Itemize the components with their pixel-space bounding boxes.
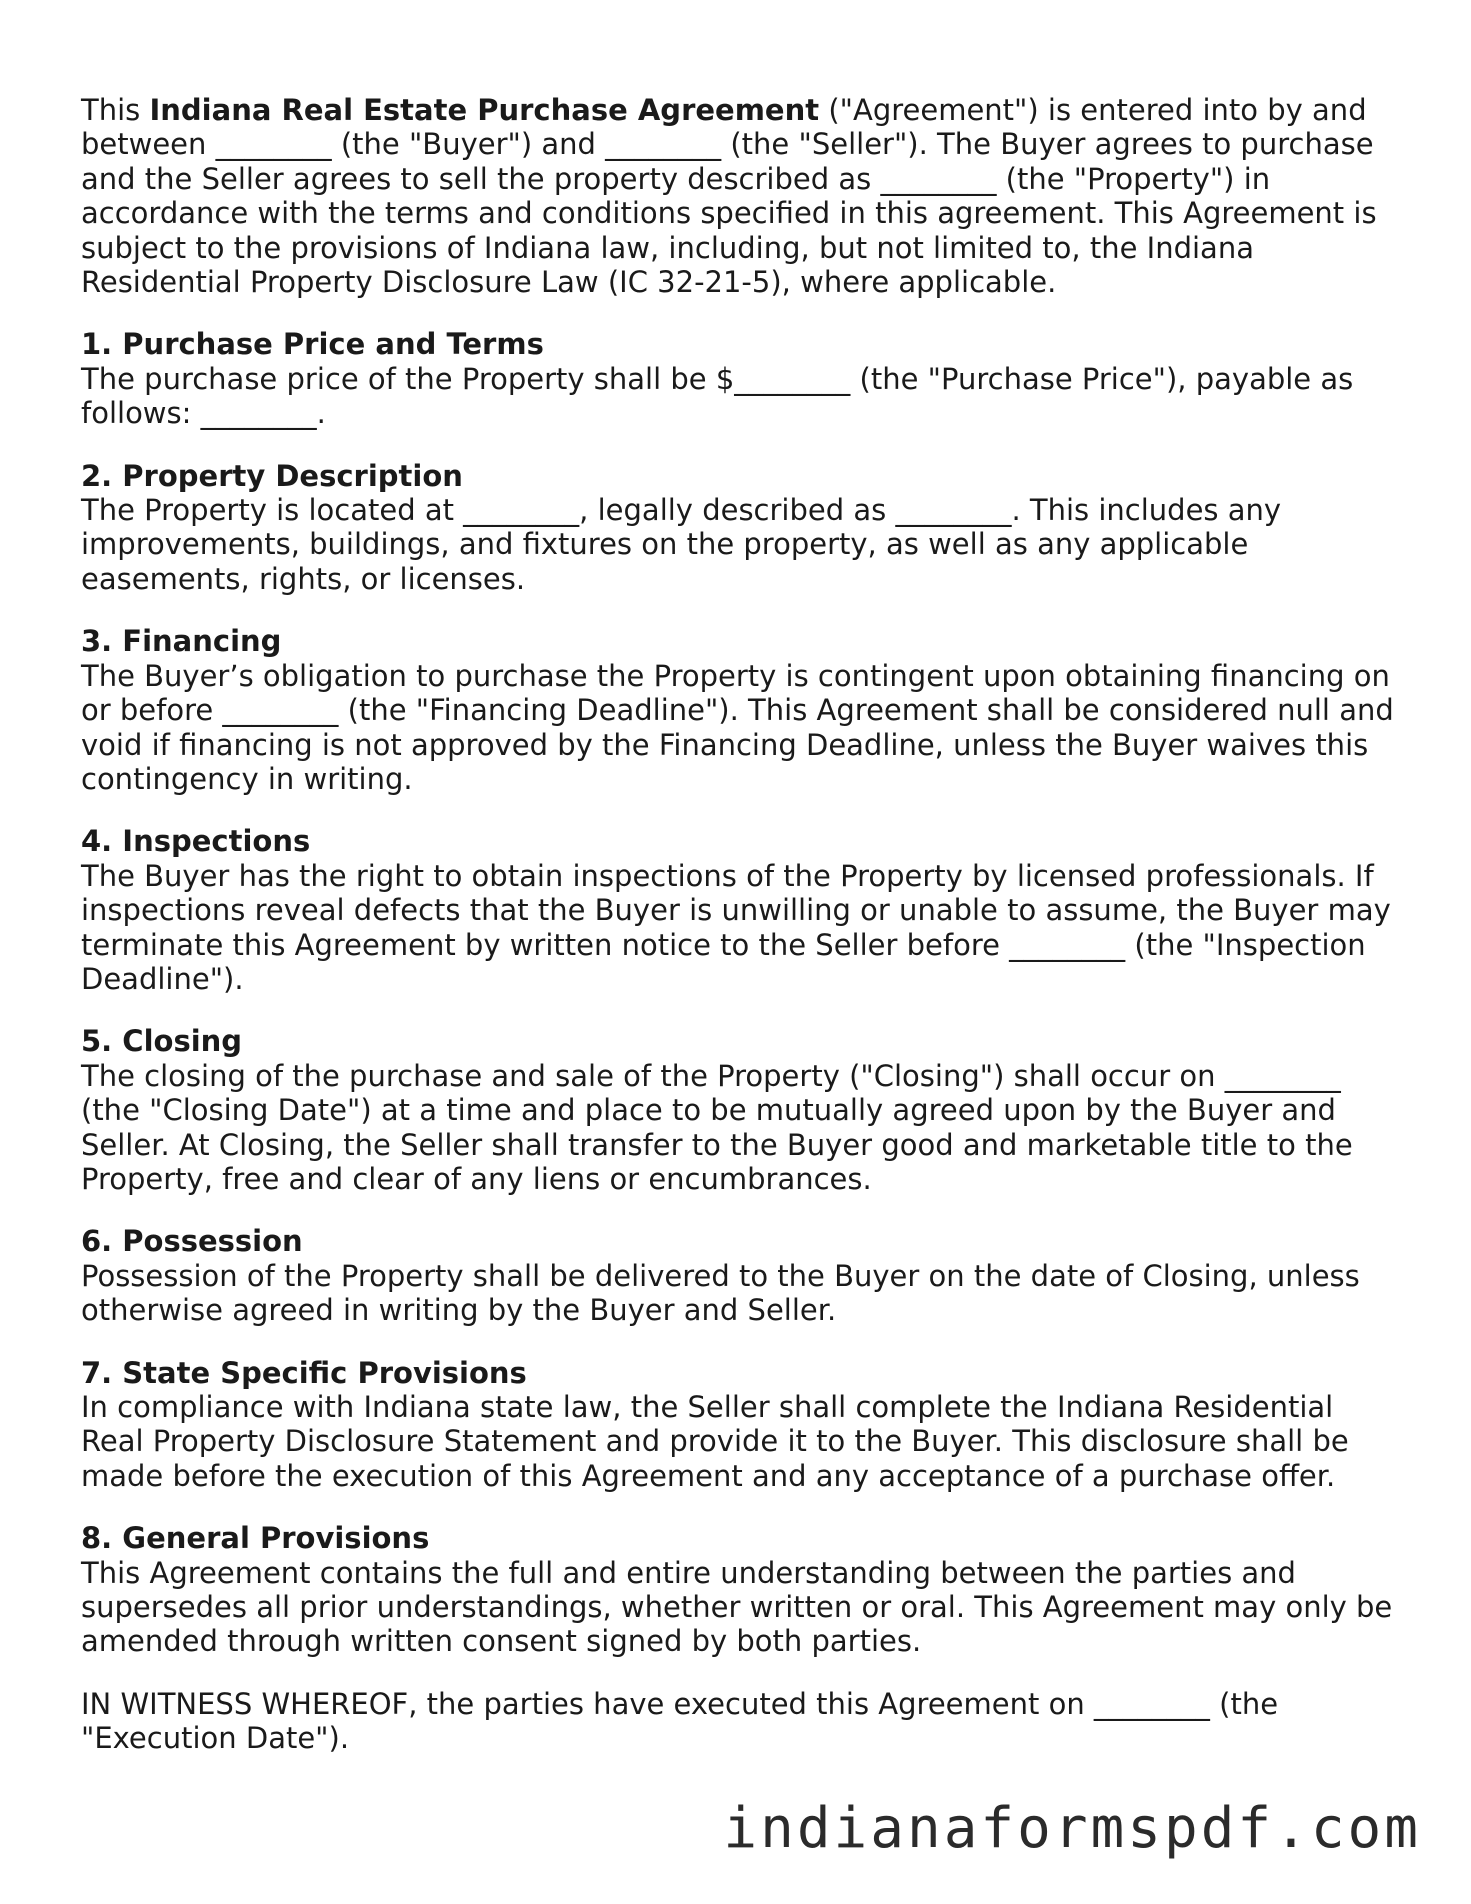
section-body: In compliance with Indiana state law, the Seller shall complete the Indiana Residential Real Property Disclosure Statement and provide it to the Buyer. This disclosure shall be made before the execution of this Agreement and any acceptance of a purchase offer. (81, 1390, 1349, 1493)
section-heading: 6. Possession (81, 1224, 303, 1259)
section-body: The closing of the purchase and sale of the Property ("Closing") shall occur on ________ (the "Closing Date") at a time and place to be mutually agreed upon by the Buyer and Seller. At Closing, the Seller shall transfer to the Buyer good and marketable title to the Property, free and clear of any liens or encumbrances. (81, 1058, 1353, 1196)
section-general-provisions (81, 1521, 1401, 1659)
intro-paragraph (81, 93, 1401, 299)
section-state-specific-provisions (81, 1356, 1401, 1494)
section-body: The Property is located at ________, legally described as ________. This includes any improvements, buildings, and fixtures on the property, as well as any applicable easements, rights, or licenses. (81, 493, 1282, 596)
section-heading: 4. Inspections (81, 824, 311, 859)
section-body: The purchase price of the Property shall be $________ (the "Purchase Price"), payable as follows: ________. (81, 361, 1354, 431)
intro-body: ("Agreement") is entered into by and between ________ (the "Buyer") and ________ (the "Seller"). The Buyer agrees to purchase and the Seller agrees to sell the property described as ________ (the "Property") in accordance with the terms and conditions specified in this agreement. This Agreement is subject to the provisions of Indiana law, including, but not limited to, the Indiana Residential Property Disclosure Law (IC 32-21-5), where applicable. (81, 93, 1377, 300)
section-body: The Buyer’s obligation to purchase the Property is contingent upon obtaining financing on or before ________ (the "Financing Deadline"). This Agreement shall be considered null and void if financing is not approved by the Financing Deadline, unless the Buyer waives this contingency in writing. (81, 658, 1394, 796)
section-inspections (81, 824, 1401, 996)
section-closing (81, 1024, 1401, 1196)
section-heading: 8. General Provisions (81, 1521, 430, 1556)
section-possession (81, 1224, 1401, 1327)
section-body: This Agreement contains the full and entire understanding between the parties and supersedes all prior understandings, whether written or oral. This Agreement may only be amended through written consent signed by both parties. (81, 1555, 1393, 1659)
section-heading: 1. Purchase Price and Terms (81, 327, 544, 362)
section-heading: 7. State Specific Provisions (81, 1355, 527, 1390)
section-purchase-price (81, 327, 1401, 430)
document-page (81, 93, 1401, 1756)
section-financing (81, 624, 1401, 796)
witness-clause: IN WITNESS WHEREOF, the parties have executed this Agreement on ________ (the "Execution Date"). (81, 1686, 1279, 1756)
section-heading: 2. Property Description (81, 458, 463, 493)
section-heading: 3. Financing (81, 624, 282, 659)
section-body: The Buyer has the right to obtain inspections of the Property by licensed professionals. If inspections reveal defects that the Buyer is unwilling or unable to assume, the Buyer may terminate this Agreement by written notice to the Seller before ________ (the "Inspection Deadline"). (81, 858, 1391, 996)
agreement-title: Indiana Real Estate Purchase Agreement (149, 93, 820, 127)
section-property-description (81, 459, 1401, 597)
section-heading: 5. Closing (81, 1024, 243, 1059)
intro-prefix: This (81, 93, 150, 127)
site-watermark: indianaformspdf.com (723, 1796, 1421, 1861)
section-body: Possession of the Property shall be delivered to the Buyer on the date of Closing, unless otherwise agreed in writing by the Buyer and Seller. (81, 1258, 1360, 1328)
